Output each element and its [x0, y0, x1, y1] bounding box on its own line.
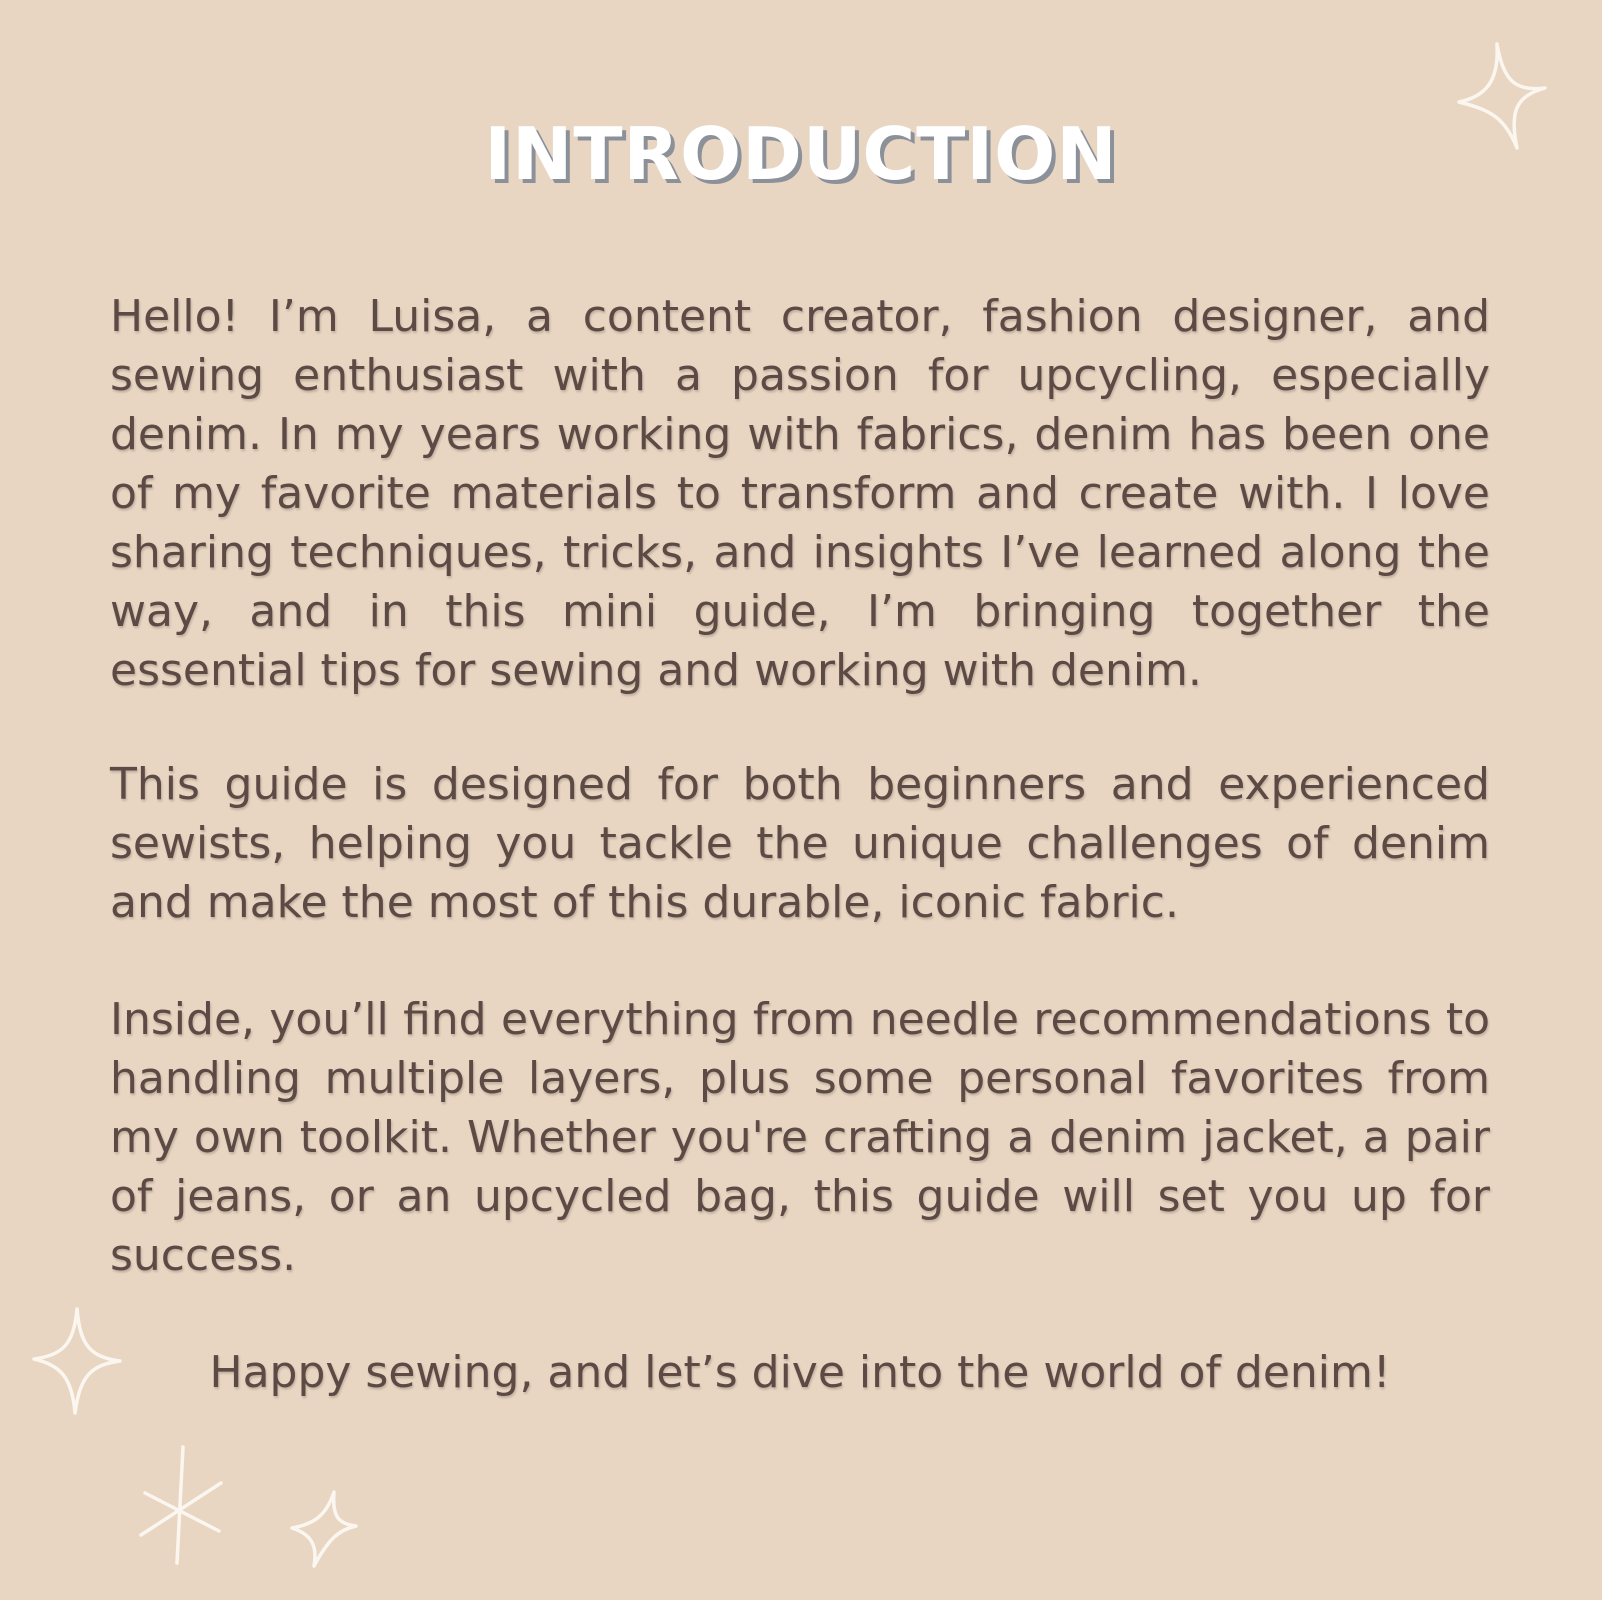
intro-paragraph-1: Hello! I’m Luisa, a content creator, fashion designer, and sewing enthusiast with a passion for upcycling, especially denim. In my years working with fabrics, denim has been one of my favorite materials to transform and create with. I love sharing techniques, tricks, and insights I’ve learned along the way, and in this mini guide, I’m bringing together the essential tips for sewing and working with denim.	[110, 291, 1490, 696]
intro-paragraph-2: This guide is designed for both beginners and experienced sewists, helping you tackle the unique challenges of denim and make the most of this durable, iconic fabric.	[110, 759, 1490, 928]
asterisk-sparkle-icon	[135, 1443, 230, 1568]
closing-line: Happy sewing, and let’s dive into the world of denim!	[209, 1347, 1391, 1398]
page-title: INTRODUCTION	[484, 112, 1118, 196]
intro-paragraph-3: Inside, you’ll find everything from needle recommendations to handling multiple layers, plus some personal favorites from my own toolkit. Whether you're crafting a denim jacket, a pair of jeans, or an upcycled bag, this guide will set you up for success.	[110, 994, 1490, 1281]
sparkle-icon	[288, 1488, 360, 1570]
sparkle-icon	[1455, 40, 1555, 150]
sparkle-icon	[30, 1305, 125, 1415]
